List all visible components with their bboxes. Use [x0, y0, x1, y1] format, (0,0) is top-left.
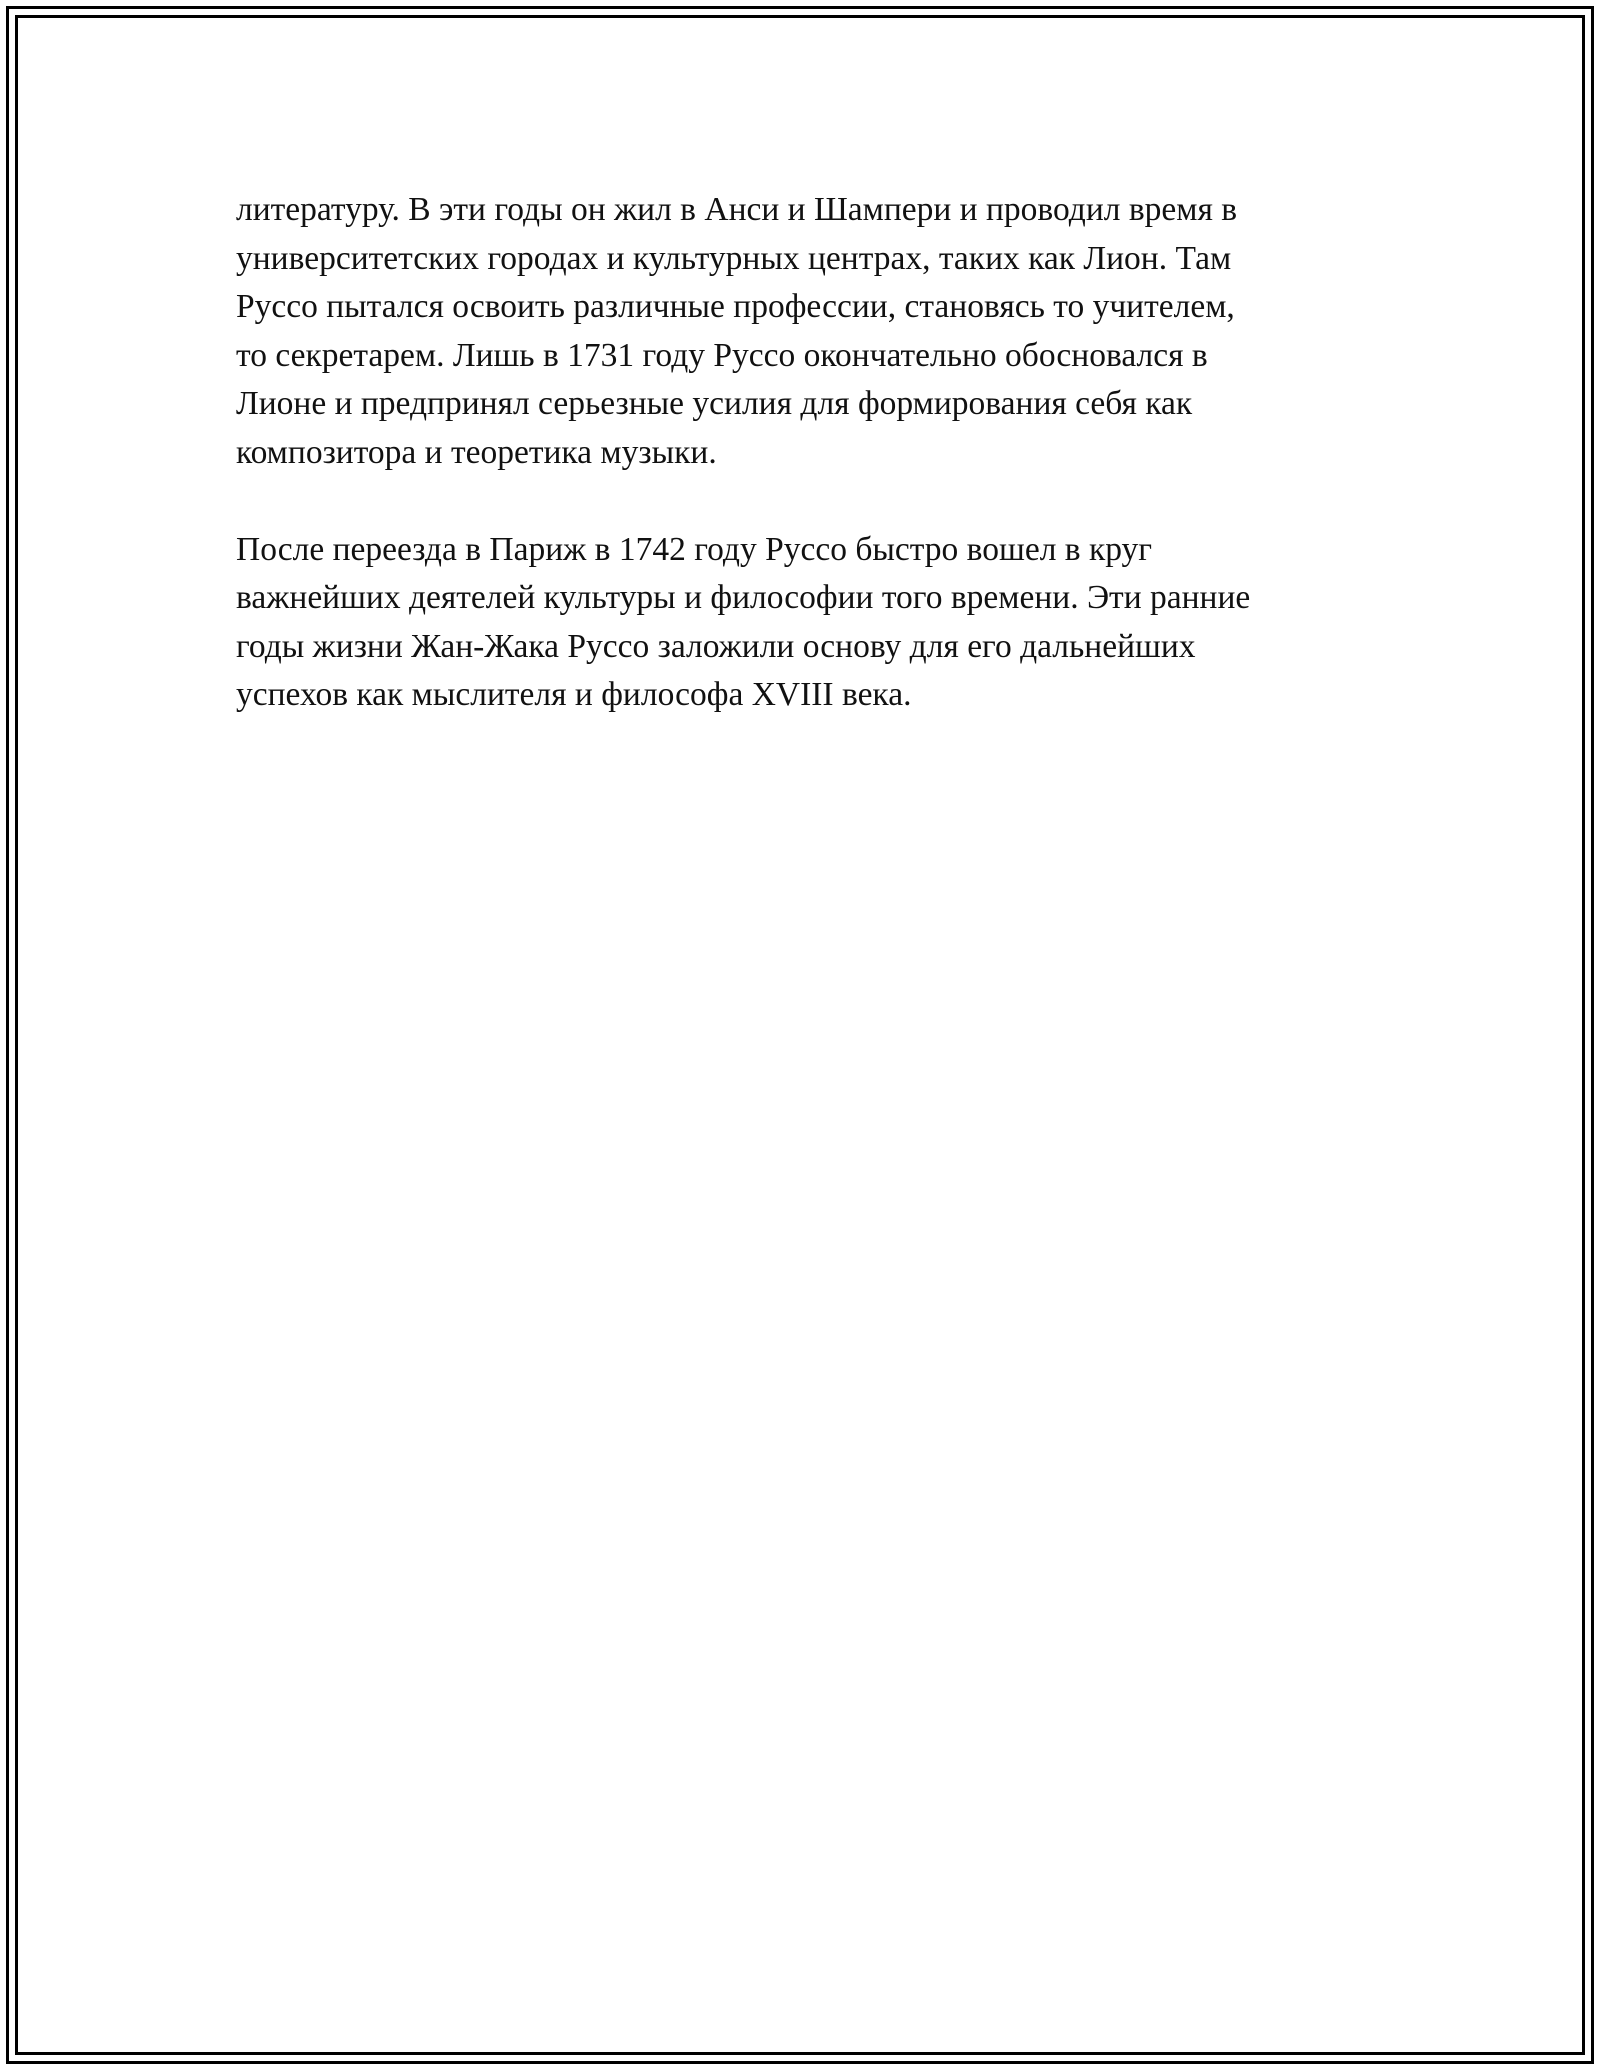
document-body — [236, 186, 1366, 768]
text-line: Руссо пытался освоить различные профессии, становясь то учителем, — [236, 288, 1235, 325]
text-line: композитора и теоретика музыки. — [236, 433, 717, 471]
text-line: Лионе и предпринял серьезные усилия для формирования себя как — [236, 385, 1193, 422]
paragraph-1 — [236, 186, 1366, 477]
text-line: университетских городах и культурных центрах, таких как Лион. Там — [236, 239, 1232, 277]
text-line: успехов как мыслителя и философа XVIII века. — [236, 676, 912, 713]
text-line: годы жизни Жан-Жака Руссо заложили основу для его дальнейших — [236, 627, 1196, 665]
text-line: то секретарем. Лишь в 1731 году Руссо окончательно обосновался в — [236, 336, 1208, 374]
text-line: важнейших деятелей культуры и философии того времени. Эти ранние — [236, 579, 1251, 616]
text-line: После переезда в Париж в 1742 году Руссо быстро вошел в круг — [236, 530, 1153, 568]
text-line: литературу. В эти годы он жил в Анси и Шампери и проводил время в — [236, 191, 1238, 228]
paragraph-2 — [236, 526, 1366, 720]
